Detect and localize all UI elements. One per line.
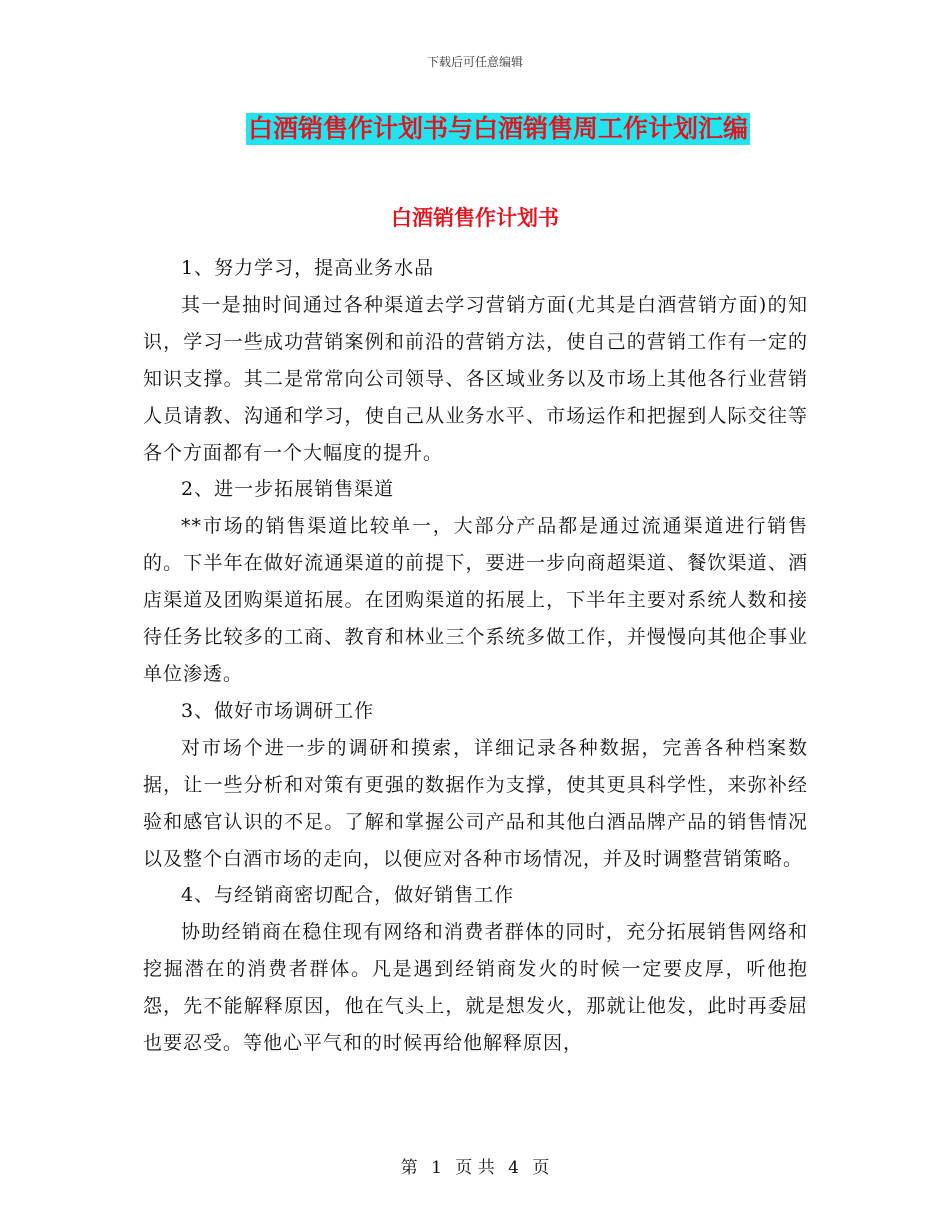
section-title: 白酒销售作计划书: [391, 206, 559, 230]
document-body: [143, 250, 808, 1062]
paragraph-heading-1: 1、努力学习，提高业务水品: [181, 257, 435, 279]
footer-page-total: 4: [508, 1158, 519, 1178]
doc-title: 白酒销售作计划书与白酒销售周工作计划汇编: [247, 114, 748, 143]
paragraph-heading-4: 4、与经销商密切配合，做好销售工作: [181, 884, 515, 907]
paragraph-2: **市场的销售渠道比较单一，大部分产品都是通过流通渠道进行销售的。下半年在做好流通渠道的前提下，要进一步向商超渠道、餐饮渠道、酒店渠道及团购渠道拓展。在团购渠道的拓展上，下半年主要对系统人数和接待任务比较多的工商、教育和林业三个系统多做工作，并慢慢向其他企事业单位渗透。: [143, 515, 808, 685]
paragraph-3: 对市场个进一步的调研和摸索，详细记录各种数据，完善各种档案数据，让一些分析和对策有更强的数据作为支撑，使其更具科学性，来弥补经验和感官认识的不足。了解和掌握公司产品和其他白酒品牌产品的销售情况以及整个白酒市场的走向，以便应对各种市场情况，并及时调整营销策略。: [143, 736, 808, 870]
footer-mid: 页 共: [455, 1158, 495, 1178]
paragraph-heading-2: 2、进一步拓展销售渠道: [181, 478, 395, 501]
footer-page-number: 1: [431, 1158, 442, 1178]
doc-title-container: [0, 113, 950, 145]
paragraph-heading-3: 3、做好市场调研工作: [181, 699, 375, 722]
page-footer: [0, 1153, 950, 1178]
footer-prefix: 第: [400, 1158, 418, 1178]
footer-suffix: 页: [532, 1158, 550, 1178]
paragraph-4: 协助经销商在稳住现有网络和消费者群体的同时，充分拓展销售网络和挖掘潜在的消费者群体。凡是遇到经销商发火的时候一定要皮厚，听他抱怨，先不能解释原因，他在气头上，就是想发火，那就让他发，此时再委屈也要忍受。等他心平气和的时候再给他解释原因，: [143, 921, 808, 1055]
header-note: 下载后可任意编辑: [426, 55, 523, 69]
paragraph-1: 其一是抽时间通过各种渠道去学习营销方面(尤其是白酒营销方面)的知识，学习一些成功营销案例和前沿的营销方法，使自己的营销工作有一定的知识支撑。其二是常常向公司领导、各区域业务以及市场上其他各行业营销人员请教、沟通和学习，使自己从业务水平、市场运作和把握到人际交往等各个方面都有一个大幅度的提升。: [143, 293, 808, 464]
